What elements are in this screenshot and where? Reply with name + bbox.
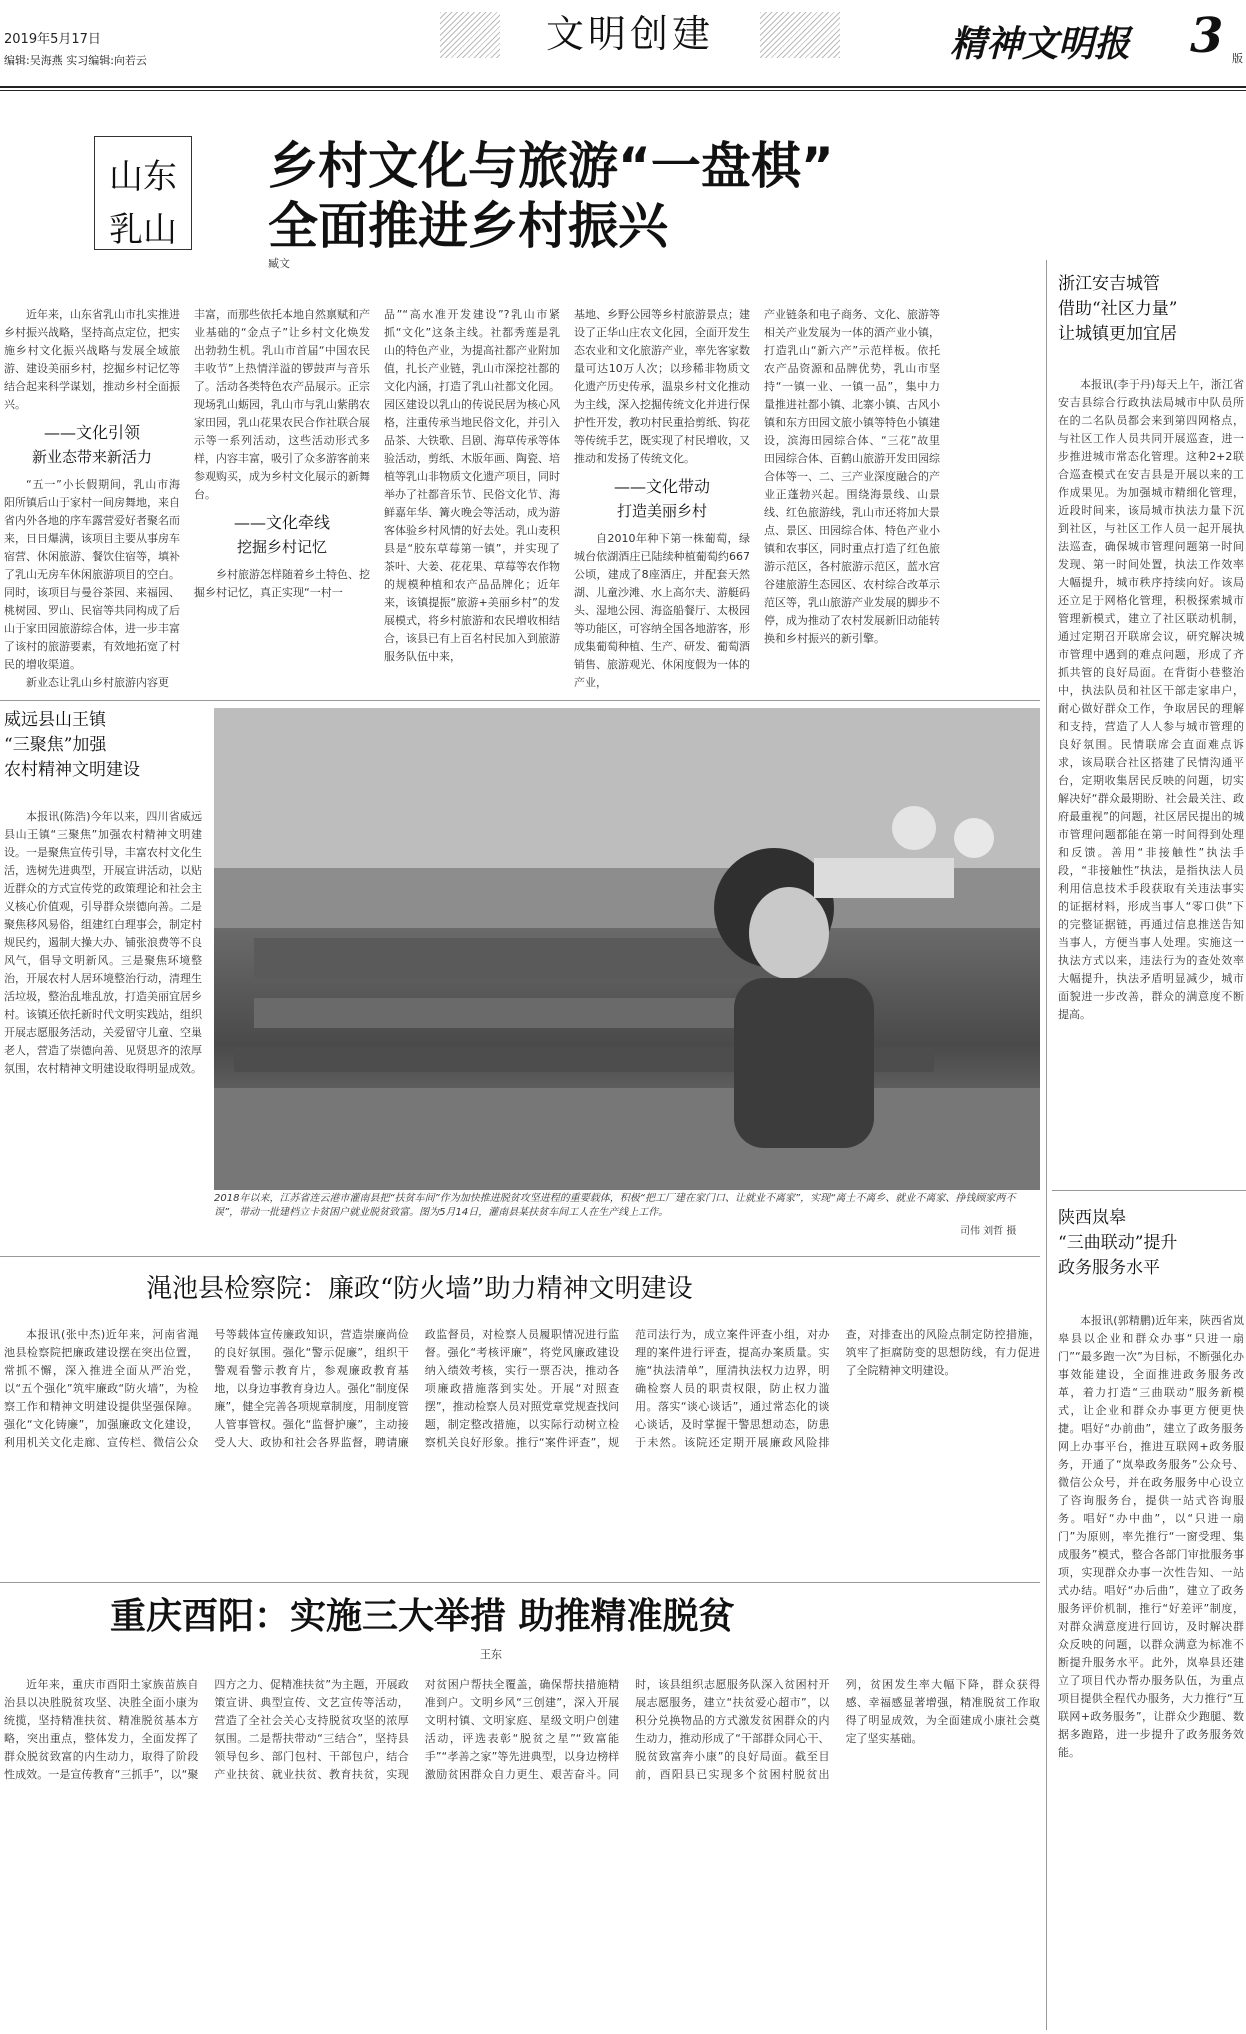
lead-author: 臧文	[268, 257, 290, 270]
lead-subheading-2a: ——文化牵线	[233, 513, 330, 532]
lead-subheading-1a: ——文化引领	[43, 423, 140, 442]
page-suffix: 版	[1232, 52, 1243, 65]
chongqing-paragraph: 近年来，重庆市酉阳土家族苗族自治县以决胜脱贫攻坚、决胜全面小康为统揽，坚持精准扶贫、精准脱贫基本方略，突出重点，整体发力，全面发挥了群众脱贫致富的内生动力，取得了阶段性成效。一是宣传教育“三抓手”，以“聚四方之力、促精准扶贫”为主题，开展政策宣讲、典型宣传、文艺宣传等活动，营造了全社会关心支持脱贫攻坚的浓厚氛围。二是帮扶带动“三结合”，坚持县领导包乡、部门包村、干部包户，结合产业扶贫、就业扶贫、教育扶贫，实现对贫困户帮扶全覆盖，确保帮扶措施精准到户。文明乡风“三创建”，深入开展文明村镇、文明家庭、星级文明户创建活动，评选表彰“脱贫之星”“致富能手”“孝善之家”等先进典型，以身边榜样激励贫困群众自力更生、艰苦奋斗。同时，该县组织志愿服务队深入贫困村开展志愿服务，建立“扶贫爱心超市”，以积分兑换物品的方式激发贫困群众的内生动力，推动形成了“干部群众同心干、脱贫致富奔小康”的良好局面。截至目前，酉阳县已实现多个贫困村脱贫出列，贫困发生率大幅下降，群众获得感、幸福感显著增强，精准脱贫工作取得了明显成效，为全面建成小康社会奠定了坚实基础。	[4, 1678, 1040, 1781]
weiyuan-title-line1: 威远县山王镇	[4, 710, 106, 730]
lead-column-1	[4, 306, 180, 696]
lead-paragraph: “五一”小长假期间，乳山市海阳所镇后山于家村一间房舞地，来自省内外各地的序车露营爱好者聚名而来，日日爆满，该项目主要从事房车宿营、休闲旅游、餐饮住宿等，填补了乳山无房车休闲旅游项目的空白。同时，该项目与曼谷茶园、来福园、桃树园、罗山、民宿等共同构成了后山于家田园旅游综合体，进一步丰富了该村的旅游要素，有效地拓宽了村民的增收渠道。	[4, 478, 180, 671]
masthead-hatch	[440, 12, 500, 58]
lead-subheading-2b: 挖掘乡村记忆	[236, 538, 327, 556]
weiyuan-title-line3: 农村精神文明建设	[4, 760, 140, 780]
chongqing-title: 重庆酉阳：实施三大举措 助推精准脱贫	[110, 1596, 735, 1637]
photo-caption: 2018年以来，江苏省连云港市灌南县把“扶贫车间”作为加快推进脱贫攻坚进程的重要载体，积极“把工厂建在家门口、让就业不离家”，实现“离土不离乡、就业不离家、挣钱顾家两不误”，带动一批建档立卡贫困户就业脱贫致富。图为5月14日，灌南县某扶贫车间工人在生产线上工作。	[214, 1193, 1016, 1218]
lead-title-line1: 乡村文化与旅游“一盘棋”	[268, 137, 834, 195]
lead-column-4	[574, 306, 750, 696]
editor-credit: 编辑:吴海燕 实习编辑:向若云	[4, 54, 147, 67]
chongqing-body	[4, 1676, 1040, 2028]
anji-bottom-rule	[1052, 1190, 1246, 1191]
lead-subheading-3b: 打造美丽乡村	[616, 502, 707, 520]
masthead	[0, 0, 1246, 88]
issue-date: 2019年5月17日	[4, 32, 101, 47]
lead-bottom-rule	[0, 700, 1040, 701]
lead-column-2	[194, 306, 370, 696]
lanhao-title-line1: 陕西岚皋	[1058, 1208, 1126, 1228]
lead-column-3	[384, 306, 560, 696]
lanhao-title	[1058, 1206, 1244, 1281]
lanhao-paragraph: 本报讯(郭精鹏)近年来，陕西省岚皋县以企业和群众办事“只进一扇门”“最多跑一次”为目标，不断强化办事效能建设，全面推进政务服务改革，着力打造“三曲联动”服务新模式，让企业和群众办事更方便更快捷。唱好“办前曲”，建立了政务服务网上办事平台，推进互联网+政务服务，开通了“岚皋政务服务”公众号、微信公众号，并在政务服务中心设立了咨询服务台，提供一站式咨询服务。唱好“办中曲”，以“只进一扇门”为原则，率先推行“一窗受理、集成服务”模式，整合各部门审批服务事项，实现群众办事一次性告知、一站式办结。唱好“办后曲”，建立了政务服务评价机制，推行“好差评”制度，对群众满意度进行回访，及时解决群众反映的问题，以群众满意为标准不断提升服务水平。此外，岚皋县还建立了项目代办帮办服务队伍，为重点项目提供全程代办服务，大力推行“互联网+政务服务”，让群众少跑腿、数据多跑路，进一步提升了政务服务效能。	[1058, 1314, 1244, 1759]
lead-tag-box	[94, 136, 192, 250]
mianchi-title: 渑池县检察院：廉政“防火墙”助力精神文明建设	[146, 1274, 693, 1304]
lanhao-title-line3: 政务服务水平	[1058, 1258, 1160, 1278]
lead-subheading-3a: ——文化带动	[613, 477, 710, 496]
photo-credit: 司伟 刘哲 摄	[960, 1226, 1017, 1237]
anji-title-line2: 借助“社区力量”	[1058, 299, 1178, 319]
news-photo	[214, 708, 1040, 1190]
mianchi-bottom-rule	[0, 1582, 1040, 1583]
sidebar-separator	[1046, 260, 1047, 2030]
lead-paragraph: 丰富，而那些依托本地自然禀赋和产业基础的“金点子”让乡村文化焕发出勃勃生机。乳山市首届“中国农民丰收节”上热情洋溢的锣鼓声与音乐了。活动各类特色农产品展示。正宗现场乳山蛎园，乳山市与乳山紫鹃农家田园，乳山花果农民合作社联合展示等一系列活动，这些活动形式多样，内容丰富，吸引了众多游客前来参观购买，成为乡村文化展示的新舞台。	[194, 308, 370, 501]
anji-title	[1058, 272, 1244, 347]
mianchi-body	[4, 1326, 1040, 1576]
weiyuan-body	[4, 808, 202, 1252]
masthead-thin-rule	[0, 90, 1246, 91]
factory-worker-photo	[214, 708, 1040, 1190]
page-number: 3	[1190, 8, 1224, 64]
mianchi-paragraph: 本报讯(张中杰)近年来，河南省渑池县检察院把廉政建设摆在突出位置，常抓不懈，深入推进全面从严治党，以“五个强化”筑牢廉政“防火墙”，为检察工作和精神文明建设提供坚强保障。强化“文化铸廉”，加强廉政文化建设，利用机关文化走廊、宣传栏、微信公众号等载体宣传廉政知识，营造崇廉尚俭的良好氛围。强化“警示促廉”，组织干警观看警示教育片，参观廉政教育基地，以身边事教育身边人。强化“制度保廉”，健全完善各项规章制度，用制度管人管事管权。强化“监督护廉”，主动接受人大、政协和社会各界监督，聘请廉政监督员，对检察人员履职情况进行监督。强化“考核评廉”，将党风廉政建设纳入绩效考核，实行一票否决，推动各项廉政措施落到实处。开展“对照查摆”，推动检察人员对照党章党规查找问题，制定整改措施，以实际行动树立检察机关良好形象。推行“案件评查”，规范司法行为，成立案件评查小组，对办理的案件进行评查，提高办案质量。实施“执法清单”，厘清执法权力边界，明确检察人员的职责权限，防止权力滥用。落实“谈心谈话”，通过常态化的谈心谈话，及时掌握干警思想动态，防患于未然。该院还定期开展廉政风险排查，对排查出的风险点制定防控措施，筑牢了拒腐防变的思想防线，有力促进了全院精神文明建设。	[4, 1328, 1040, 1449]
masthead-hatch-right	[760, 12, 840, 58]
lead-paragraph: 近年来，山东省乳山市扎实推进乡村振兴战略，坚持高点定位，把实施乡村文化振兴战略与发展全域旅游、建设美丽乡村，挖掘乡村记忆等结合起来科学谋划，推动乡村全面振兴。	[4, 308, 180, 411]
section-title: 文明创建	[545, 12, 714, 56]
lanhao-title-line2: “三曲联动”提升	[1058, 1233, 1178, 1253]
paper-name: 精神文明报	[950, 23, 1131, 65]
lead-paragraph: 基地、乡野公园等乡村旅游景点；建设了正华山庄农文化园，全面开发生态农业和文化旅游产业，率先客家数量可达10万人次；以珍稀非物质文化遗产历史传承，温泉乡村文化推动为主线，深入挖掘传统文化并进行保护性开发，教功村民重拾剪纸、钩花等传统手艺，既实现了村民增收，又推动和发扬了传统文化。	[574, 308, 750, 465]
lead-column-5	[764, 306, 940, 696]
anji-title-line3: 让城镇更加宜居	[1058, 324, 1177, 344]
weiyuan-title-line2: “三聚焦”加强	[4, 735, 107, 755]
lanhao-body	[1058, 1312, 1244, 2024]
lead-tag-line2: 乳山	[109, 210, 177, 250]
masthead-rule	[0, 86, 1246, 88]
lead-title-line2: 全面推进乡村振兴	[268, 197, 668, 255]
anji-body	[1058, 376, 1244, 1166]
lead-paragraph: 产业链条和电子商务、文化、旅游等相关产业发展为一体的酒产业小镇，打造乳山“新六产”示范样板。依托农产品资源和品牌优势，乳山市坚持“一镇一业、一镇一品”，集中力量推进社都小镇、北寨小镇、古风小镇和东方田园文旅小镇等特色小镇建设，滨海田园综合体、“三花”故里田园综合体、百鹤山旅游开发田园综合体等一、二、三产业深度融合的产业正蓬勃兴起。围绕海景线、山景线、红色旅游线，乳山市还将加大景点、景区、田园综合体、特色产业小镇和农事区，同时重点打造了红色旅游示范区，各村旅游示范区，蓝水宫谷建旅游生态园区、农村综合改革示范区等，乳山旅游产业发展的脚步不停，成为推动了农村发展新旧动能转换和乡村振兴的新引擎。	[764, 308, 940, 645]
weiyuan-paragraph: 本报讯(陈浩)今年以来，四川省威远县山王镇“三聚焦”加强农村精神文明建设。一是聚焦宣传引导，丰富农村文化生活，选树先进典型，开展宣讲活动，以贴近群众的方式宣传党的政策理论和社会主义核心价值观，引导群众崇德向善。二是聚焦移风易俗，组建红白理事会，制定村规民约，遏制大操大办、铺张浪费等不良风气，倡导文明新风。三是聚焦环境整治，开展农村人居环境整治行动，清理生活垃圾，整治乱堆乱放，打造美丽宜居乡村。该镇还依托新时代文明实践站，组织开展志愿服务活动，关爱留守儿童、空巢老人，营造了崇德向善、见贤思齐的浓厚氛围，农村精神文明建设取得明显成效。	[4, 810, 202, 1075]
lead-paragraph: 新业态让乳山乡村旅游内容更	[26, 676, 169, 689]
lead-subheading-1b: 新业态带来新活力	[31, 448, 152, 466]
anji-paragraph: 本报讯(李于丹)每天上午，浙江省安吉县综合行政执法局城市中队员所在的二名队员都会来到第四网格点，与社区工作人员共同开展巡查，进一步推进城市常态化管理。这种2+2联合巡查模式在安吉县是开展以来的工作成果见。为加强城市精细化管理，近段时间来，该局城市执法力量下沉到社区，与社区工作人员一起开展执法巡查，确保城市管理问题第一时间发现、第一时间处置，执法工作效率大幅提升，城市秩序持续向好。该局还立足于网格化管理，积极探索城市管理新模式，建立了社区联动机制，通过定期召开联席会议，研究解决城市管理中遇到的难点问题，形成了齐抓共管的良好局面。在背街小巷整治中，执法队员和社区干部走家串户，耐心做好群众工作，争取居民的理解和支持，营造了人人参与城市管理的良好氛围。民情联席会直面难点诉求，该局联合社区搭建了民情沟通平台，定期收集居民反映的问题，切实解决好“群众最期盼、社会最关注、政府最重视”的问题，社区居民提出的城市管理问题都能在第一时间得到处理和反馈。善用“非接触性”执法手段，“非接触性”执法，是指执法人员利用信息技术手段获取有关违法事实的证据材料，形成当事人“零口供”下的完整证据链，再通过信息推送告知当事人，方便当事人处理。实施这一执法方式以来，违法行为的查处效率大幅提升，执法矛盾明显减少，城市面貌进一步改善，群众的满意度不断提高。	[1058, 378, 1244, 1021]
anji-title-line1: 浙江安吉城管	[1058, 274, 1160, 294]
lead-tag-line1: 山东	[109, 157, 177, 197]
weiyuan-title	[4, 708, 214, 783]
photo-bottom-rule	[0, 1256, 1040, 1257]
lead-paragraph: 自2010年种下第一株葡萄，绿城台依湖酒庄已陆续种植葡萄约667公顷，建成了8座酒庄，并配套天然湖、儿童沙滩、水上高尔夫、游艇码头、湿地公园、海盗船餐厅、太极园等功能区，可容纳全国各地游客，形成集葡萄种植、生产、研发、葡萄酒销售、旅游观光、休闲度假为一体的产业，	[574, 532, 750, 689]
lead-paragraph: 品”“高水准开发建设”?乳山市紧抓“文化”这条主线。社都秀莲是乳山的特色产业，为提高社都产业附加值，扎长产业链，乳山市深挖社都的文化内涵，打造了乳山社都文化园。园区建设以乳山的传说民居为核心风格，注重传承当地民俗文化，并引入品茶、大铁歌、吕剧、海草传承等体验活动，剪纸、木版年画、陶瓷、培植等乳山非物质文化遗产项目，同时举办了社都音乐节、民俗文化节、海鲜嘉年华、篝火晚会等活动，成为游客体验乡村风情的好去处。乳山麦积县是“胶东草莓第一镇”，并实现了茶叶、大姜、花花果、草莓等农作物的规模种植和农产品品牌化；近年来，该镇提振“旅游+美丽乡村”的发展模式，将乡村旅游和农民增收相结合，该县已有上百名村民加入到旅游服务队伍中来，	[384, 308, 560, 663]
lead-paragraph: 乡村旅游怎样随着乡土特色、挖掘乡村记忆，真正实现“一村一	[194, 568, 370, 599]
chongqing-author: 王东	[480, 1648, 502, 1661]
